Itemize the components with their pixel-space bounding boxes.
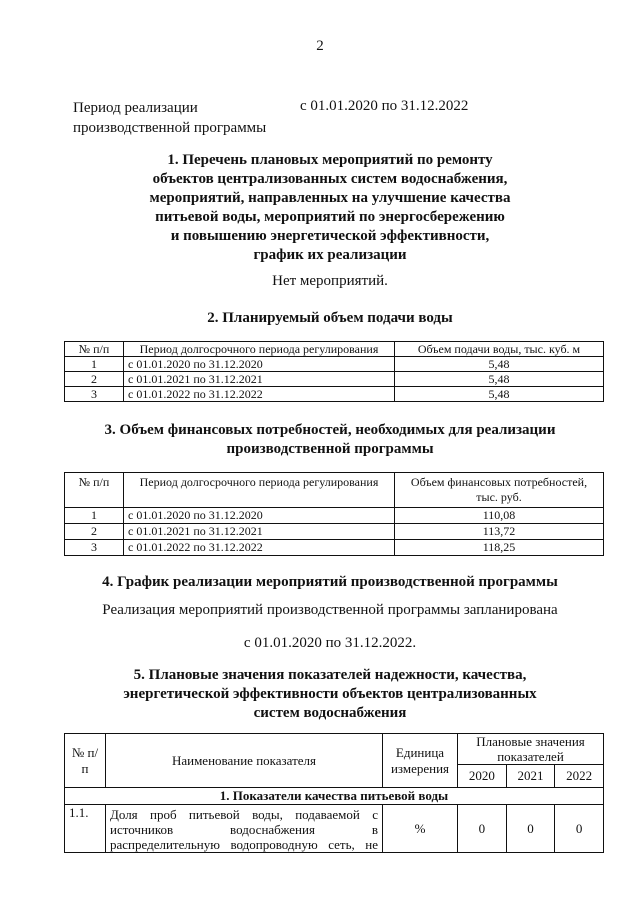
section1-title-line: и повышению энергетической эффективности, (170, 228, 490, 244)
header-volume: Объем подачи воды, тыс. куб. м (395, 342, 604, 357)
header-n: № п/п (65, 342, 124, 357)
section4-text-line1: Реализация мероприятий производственной программы запланирована (102, 602, 558, 618)
water-supply-table (64, 341, 604, 402)
financial-needs-table (64, 472, 604, 556)
cell-value: 5,48 (395, 357, 604, 372)
header-year: 2021 (506, 765, 555, 788)
header-period: Период долгосрочного периода регулирования (124, 342, 395, 357)
cell-value: 5,48 (395, 387, 604, 402)
header-n: № п/п (65, 734, 106, 788)
cell-period: с 01.01.2022 по 31.12.2022 (124, 540, 395, 556)
cell-unit: % (383, 805, 458, 853)
section1-text: Нет мероприятий. (272, 273, 388, 289)
cell-value: 0 (458, 805, 507, 853)
section3-title-line: 3. Объем финансовых потребностей, необходимых для реализации (104, 422, 556, 438)
cell-value: 118,25 (395, 540, 604, 556)
section5-title-line: энергетической эффективности объектов централизованных (123, 686, 537, 702)
table-row (65, 508, 604, 524)
cell-n: 2 (65, 372, 124, 387)
header-unit-line1: Единица (395, 744, 445, 760)
period-label-line2: производственной программы (73, 120, 267, 136)
header-finance (395, 473, 604, 508)
table-row (65, 357, 604, 372)
cell-name-line: Доля проб питьевой воды, подаваемой с (110, 807, 378, 822)
cell-value: 0 (555, 805, 604, 853)
table-row (65, 805, 604, 853)
section1-title (80, 151, 580, 265)
header-planned-line2: показателей (497, 749, 564, 764)
section1-title-line: питьевой воды, мероприятий по энергосбережению (155, 209, 505, 225)
cell-name-line: распределительную водопроводную сеть, не (110, 837, 378, 852)
cell-n: 3 (65, 540, 124, 556)
cell-period: с 01.01.2022 по 31.12.2022 (124, 387, 395, 402)
header-unit (383, 734, 458, 788)
section4-title: 4. График реализации мероприятий производственной программы (102, 574, 558, 590)
section5-title-line: систем водоснабжения (253, 705, 407, 721)
header-finance-line1: Объем финансовых потребностей, (410, 475, 588, 489)
table-row (65, 540, 604, 556)
table-group-row (65, 788, 604, 805)
header-year: 2022 (555, 765, 604, 788)
header-year: 2020 (458, 765, 507, 788)
header-planned (458, 734, 604, 765)
cell-value: 110,08 (395, 508, 604, 524)
section1-title-line: график их реализации (253, 247, 407, 263)
cell-n: 1 (65, 508, 124, 524)
cell-name-line: источников водоснабжения в (110, 822, 378, 837)
cell-period: с 01.01.2020 по 31.12.2020 (124, 357, 395, 372)
section3-title-line: производственной программы (226, 441, 434, 457)
period-label (73, 98, 266, 138)
cell-n: 2 (65, 524, 124, 540)
header-period: Период долгосрочного периода регулирования (124, 473, 395, 508)
section3-title (80, 421, 580, 459)
cell-value: 113,72 (395, 524, 604, 540)
cell-n: 1 (65, 357, 124, 372)
cell-n: 1.1. (65, 805, 106, 853)
cell-period: с 01.01.2021 по 31.12.2021 (124, 524, 395, 540)
cell-n: 3 (65, 387, 124, 402)
cell-period: с 01.01.2021 по 31.12.2021 (124, 372, 395, 387)
cell-value: 0 (506, 805, 555, 853)
page-number: 2 (316, 38, 324, 54)
table-header-row (65, 342, 604, 357)
table-row (65, 387, 604, 402)
table-header-row (65, 734, 604, 765)
section5-title-line: 5. Плановые значения показателей надежности, качества, (133, 667, 527, 683)
cell-period: с 01.01.2020 по 31.12.2020 (124, 508, 395, 524)
cell-name (106, 805, 383, 853)
cell-value: 5,48 (395, 372, 604, 387)
header-planned-line1: Плановые значения (476, 734, 585, 749)
section4-text-line2: с 01.01.2020 по 31.12.2022. (243, 635, 417, 651)
section1-title-line: объектов централизованных систем водоснабжения, (152, 171, 508, 187)
header-finance-line2: тыс. руб. (476, 490, 522, 504)
section5-title (80, 666, 580, 723)
table-row (65, 372, 604, 387)
group-title: 1. Показатели качества питьевой воды (65, 788, 604, 805)
header-name: Наименование показателя (106, 734, 383, 788)
header-n: № п/п (65, 473, 124, 508)
indicators-table (64, 733, 604, 853)
header-unit-line2: измерения (390, 760, 450, 776)
period-label-line1: Период реализации (73, 100, 198, 116)
period-value: с 01.01.2020 по 31.12.2022 (300, 98, 469, 114)
section1-title-line: 1. Перечень плановых мероприятий по ремонту (167, 152, 493, 168)
table-row (65, 524, 604, 540)
section1-title-line: мероприятий, направленных на улучшение качества (149, 190, 511, 206)
table-header-row (65, 473, 604, 508)
section2-title: 2. Планируемый объем подачи воды (207, 310, 453, 326)
